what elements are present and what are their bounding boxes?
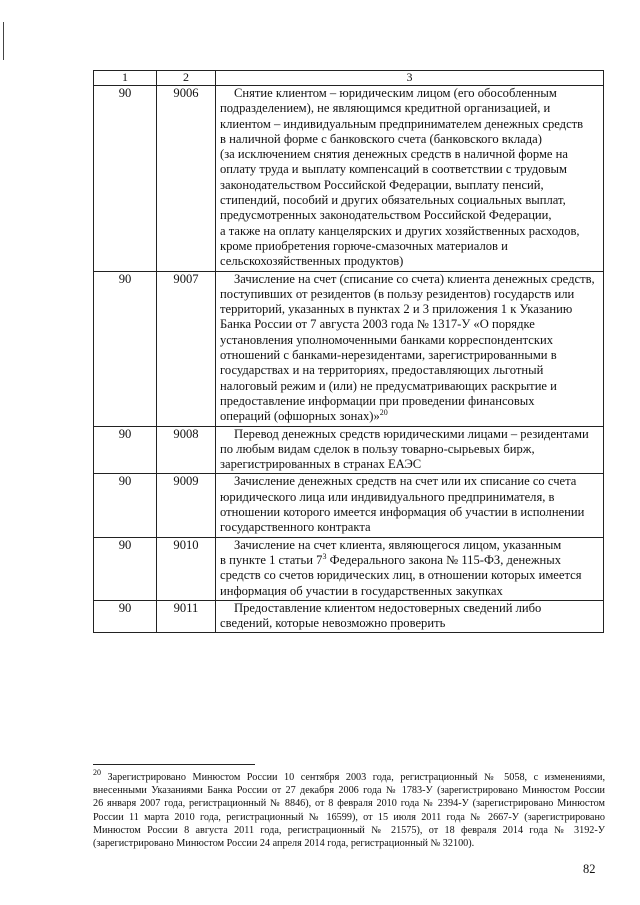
footnote-marker: 20 xyxy=(93,768,101,777)
description-line: стипендий, пособий и других обязательных социальных выплат, xyxy=(220,193,566,208)
description-line: территорий, указанных в пунктах 2 и 3 приложения 1 к Указанию xyxy=(220,302,573,317)
row-code: 9006 xyxy=(157,86,216,272)
description-line: по любым видам сделок в пользу товарно-сырьевых бирж, xyxy=(220,441,535,456)
description-line: сельскохозяйственных продуктов) xyxy=(220,254,404,269)
table-row xyxy=(94,537,604,600)
description-line: Зачисление на счет клиента, являющегося лицом, указанным xyxy=(234,537,562,552)
description-line: клиентом – индивидуальным предпринимателем денежных средств xyxy=(220,116,584,131)
description-line: Зачисление на счет (списание со счета) клиента денежных средств, xyxy=(234,271,595,286)
table-row xyxy=(94,271,604,426)
row-code: 9011 xyxy=(157,600,216,633)
row-code: 9007 xyxy=(157,271,216,426)
description-line-text: операций (офшорных зонах)» xyxy=(220,409,380,424)
row-description xyxy=(216,600,604,633)
description-line: налоговый режим и (или) не предусматривающих раскрытие и xyxy=(220,378,557,393)
header-col-1: 1 xyxy=(94,71,157,86)
description-line: средств со счетов юридических лиц, в отношении которых имеется xyxy=(220,568,582,583)
codes-table xyxy=(93,70,604,633)
footnote-line: Минюстом России 8 августа 2011 года, регистрационный № 21575), от 18 февраля 2014 года № 3192-У xyxy=(93,824,605,836)
row-code: 9008 xyxy=(157,426,216,474)
footnote-text: Зарегистрировано Минюстом России 10 сентября 2003 года, регистрационный № 5058, с изменениями, xyxy=(107,772,605,783)
description-line: предусмотренных законодательством Российской Федерации, xyxy=(220,208,552,223)
row-description xyxy=(216,474,604,537)
row-col-1: 90 xyxy=(94,537,157,600)
footnote xyxy=(93,768,605,850)
description-line: государственного контракта xyxy=(220,520,371,535)
description-line: Банка России от 7 августа 2003 года № 1317-У «О порядке xyxy=(220,317,535,332)
footnote-line: 26 января 2007 года, регистрационный № 8846), от 8 февраля 2010 года № 2394-У (зарегистрировано Минюстом xyxy=(93,798,605,810)
header-col-3: 3 xyxy=(216,71,604,86)
row-description xyxy=(216,86,604,272)
description-line: зарегистрированных в странах ЕАЭС xyxy=(220,457,422,472)
description-line: установления уполномоченными банками корреспондентских xyxy=(220,332,554,347)
page-number: 82 xyxy=(583,862,596,876)
codes-table-wrapper xyxy=(93,70,603,633)
margin-mark xyxy=(3,22,4,60)
table-row xyxy=(94,86,604,272)
description-line: предоставление информации при проведении финансовых xyxy=(220,393,535,408)
row-col-1: 90 xyxy=(94,600,157,633)
description-line: информация об участии в государственных закупках xyxy=(220,583,503,598)
row-col-1: 90 xyxy=(94,474,157,537)
footnote-line xyxy=(93,768,605,784)
row-description xyxy=(216,537,604,600)
description-line: Зачисление денежных средств на счет или их списание со счета xyxy=(234,474,577,489)
description-line-part: в пункте 1 статьи 7 xyxy=(220,552,323,567)
description-line: Предоставление клиентом недостоверных сведений либо xyxy=(234,600,542,615)
row-code: 9010 xyxy=(157,537,216,600)
description-line: в наличной форме с банковского счета (банковского вклада) xyxy=(220,131,542,146)
description-line: отношений с банками-нерезидентами, зарегистрированными в xyxy=(220,348,557,363)
description-line: Снятие клиентом – юридическим лицом (его обособленным xyxy=(234,86,557,100)
description-line: юридического лица или индивидуального предпринимателя, в xyxy=(220,489,555,504)
description-line-with-footnote xyxy=(220,409,600,424)
description-line: государствах и на территориях, предоставляющих льготный xyxy=(220,363,544,378)
row-col-1: 90 xyxy=(94,271,157,426)
description-line: (за исключением снятия денежных средств в наличной форме на xyxy=(220,147,568,162)
table-row xyxy=(94,600,604,633)
description-line: законодательством Российской Федерации, выплату пенсий, xyxy=(220,177,544,192)
footnote-line: России 11 марта 2010 года, регистрационный № 16599), от 15 июля 2011 года № 2667-У (зарегистрировано xyxy=(93,811,605,823)
article-superscript: 3 xyxy=(322,551,327,561)
row-description xyxy=(216,271,604,426)
description-line: а также на оплату канцелярских и других хозяйственных расходов, xyxy=(220,223,580,238)
description-line: оплату труда и выплату компенсаций в соответствии с трудовым xyxy=(220,162,567,177)
description-line: кроме приобретения горюче-смазочных материалов и xyxy=(220,238,508,253)
table-header-row xyxy=(94,71,604,86)
description-line: поступивших от резидентов (в пользу резидентов) государств или xyxy=(220,286,575,301)
footnote-line: внесенными Указаниями Банка России от 27 декабря 2006 года № 1783-У (зарегистрировано Минюстом России xyxy=(93,785,605,797)
description-line: Перевод денежных средств юридическими лицами – резидентами xyxy=(234,426,589,441)
description-line: отношении которого имеется информация об участии в исполнении xyxy=(220,505,585,520)
row-col-1: 90 xyxy=(94,426,157,474)
header-col-2: 2 xyxy=(157,71,216,86)
row-description xyxy=(216,426,604,474)
footnote-divider xyxy=(93,764,255,765)
description-line-with-superscript xyxy=(220,553,600,568)
description-line: сведений, которые невозможно проверить xyxy=(220,616,446,631)
table-row xyxy=(94,426,604,474)
footnote-ref[interactable]: 20 xyxy=(379,408,388,418)
description-line-part: Федерального закона № 115-ФЗ, денежных xyxy=(326,552,562,567)
row-code: 9009 xyxy=(157,474,216,537)
footnote-line: (зарегистрировано Минюстом России 24 апреля 2014 года, регистрационный № 32100). xyxy=(93,838,475,850)
description-line: подразделением), не являющимся кредитной организацией, и xyxy=(220,101,551,116)
table-row xyxy=(94,474,604,537)
row-col-1: 90 xyxy=(94,86,157,272)
